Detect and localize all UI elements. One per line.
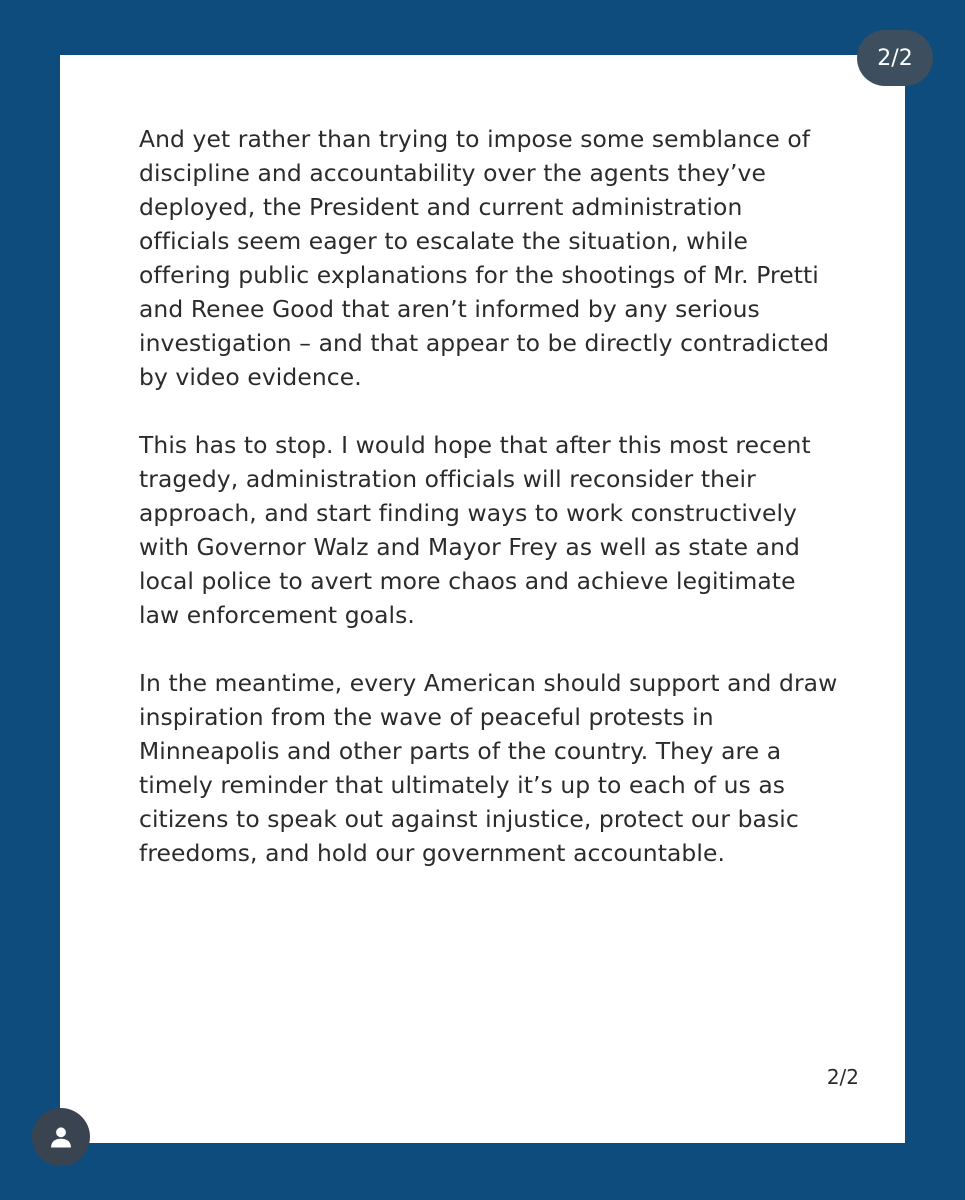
page-indicator-badge: 2/2 [857, 30, 933, 86]
page-number: 2/2 [826, 1065, 859, 1089]
document-card [60, 55, 905, 1143]
paragraph-1: And yet rather than trying to impose some semblance of discipline and accountability over the agents they’ve deployed, the President and current administration officials seem eager to escalate the situation, while offering public explanations for the shootings of Mr. Pretti and Renee Good that aren’t informed by any serious investigation – and that appear to be directly contradicted by video evidence. [139, 125, 830, 391]
profile-button[interactable] [32, 1108, 90, 1166]
person-icon [47, 1123, 75, 1151]
paragraph-3: In the meantime, every American should support and draw inspiration from the wave of peaceful protests in Minneapolis and other parts of the country. They are a timely reminder that ultimately it’s up to each of us as citizens to speak out against injustice, protect our basic freedoms, and hold our government accountable. [139, 669, 838, 867]
statement-text [139, 122, 839, 904]
paragraph-2: This has to stop. I would hope that after this most recent tragedy, administration officials will reconsider their approach, and start finding ways to work constructively with Governor Walz and Mayor Frey as well as state and local police to avert more chaos and achieve legitimate law enforcement goals. [139, 431, 811, 629]
